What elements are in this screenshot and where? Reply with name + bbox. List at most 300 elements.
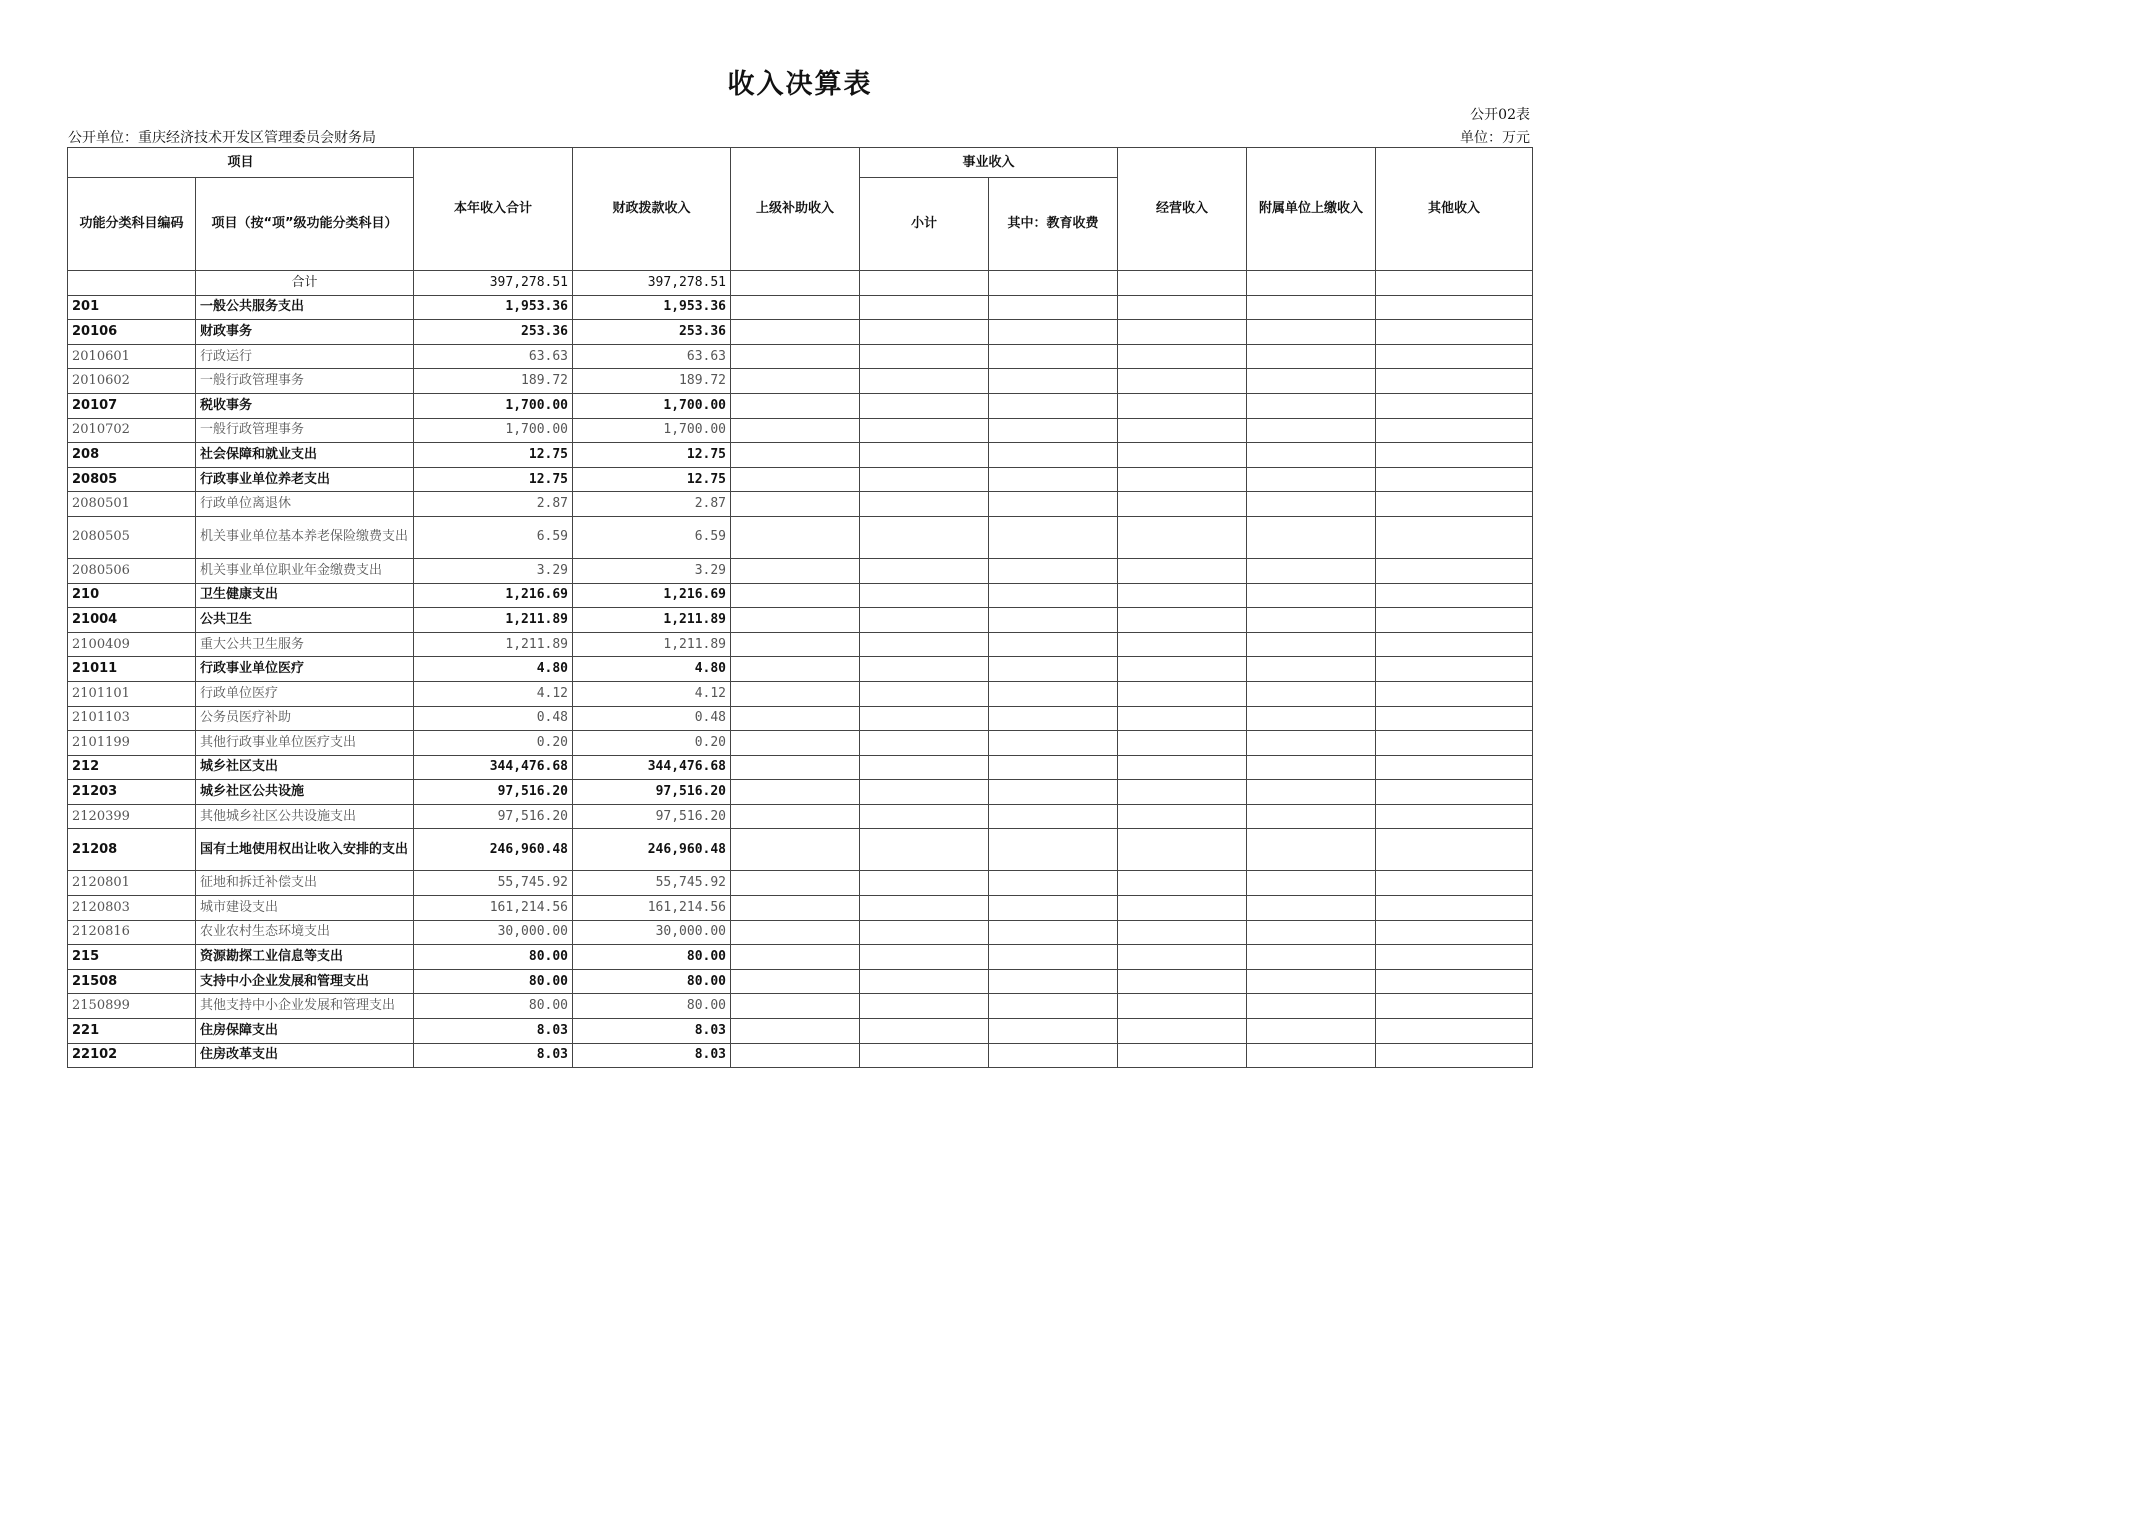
table-row — [68, 344, 1533, 369]
row-fiscal-income: 4.12 — [573, 681, 731, 706]
row-edu-fees — [989, 657, 1118, 682]
row-edu-fees — [989, 829, 1118, 871]
table-row — [68, 467, 1533, 492]
row-name: 资源勘探工业信息等支出 — [196, 945, 414, 970]
row-business-subtotal — [860, 608, 989, 633]
row-other — [1376, 755, 1533, 780]
row-business-subtotal — [860, 492, 989, 517]
row-total-income: 2.87 — [414, 492, 573, 517]
row-fiscal-income: 3.29 — [573, 558, 731, 583]
row-name: 一般行政管理事务 — [196, 369, 414, 394]
row-business-subtotal — [860, 994, 989, 1019]
row-affiliated — [1247, 295, 1376, 320]
row-code: 221 — [68, 1019, 196, 1044]
table-row — [68, 755, 1533, 780]
row-affiliated — [1247, 945, 1376, 970]
row-superior — [731, 920, 860, 945]
row-business-subtotal — [860, 945, 989, 970]
row-superior — [731, 295, 860, 320]
row-total-income: 8.03 — [414, 1043, 573, 1068]
row-affiliated — [1247, 829, 1376, 871]
row-other — [1376, 681, 1533, 706]
row-name: 其他行政事业单位医疗支出 — [196, 731, 414, 756]
row-operating — [1118, 320, 1247, 345]
row-affiliated — [1247, 632, 1376, 657]
row-total-income: 0.48 — [414, 706, 573, 731]
row-code: 2120399 — [68, 804, 196, 829]
row-total-income: 6.59 — [414, 516, 573, 558]
row-edu-fees — [989, 608, 1118, 633]
row-code: 2010601 — [68, 344, 196, 369]
table-row — [68, 271, 1533, 296]
table-row — [68, 706, 1533, 731]
row-name: 住房改革支出 — [196, 1043, 414, 1068]
row-name: 城市建设支出 — [196, 896, 414, 921]
header-subtotal: 小计 — [860, 178, 989, 271]
table-row — [68, 443, 1533, 468]
row-edu-fees — [989, 969, 1118, 994]
row-edu-fees — [989, 780, 1118, 805]
row-other — [1376, 1043, 1533, 1068]
row-operating — [1118, 344, 1247, 369]
row-superior — [731, 467, 860, 492]
row-operating — [1118, 467, 1247, 492]
table-row — [68, 583, 1533, 608]
row-edu-fees — [989, 320, 1118, 345]
row-code: 2080505 — [68, 516, 196, 558]
row-total-income: 0.20 — [414, 731, 573, 756]
row-affiliated — [1247, 706, 1376, 731]
row-fiscal-income: 55,745.92 — [573, 871, 731, 896]
row-other — [1376, 920, 1533, 945]
row-edu-fees — [989, 945, 1118, 970]
row-code: 212 — [68, 755, 196, 780]
row-business-subtotal — [860, 295, 989, 320]
row-superior — [731, 492, 860, 517]
row-fiscal-income: 1,216.69 — [573, 583, 731, 608]
row-total-income: 161,214.56 — [414, 896, 573, 921]
row-operating — [1118, 1019, 1247, 1044]
row-fiscal-income: 189.72 — [573, 369, 731, 394]
row-superior — [731, 896, 860, 921]
row-operating — [1118, 271, 1247, 296]
table-row — [68, 369, 1533, 394]
row-other — [1376, 558, 1533, 583]
row-superior — [731, 418, 860, 443]
row-operating — [1118, 657, 1247, 682]
row-code: 2150899 — [68, 994, 196, 1019]
row-code: 2010602 — [68, 369, 196, 394]
row-fiscal-income: 6.59 — [573, 516, 731, 558]
row-business-subtotal — [860, 896, 989, 921]
row-affiliated — [1247, 418, 1376, 443]
table-row — [68, 516, 1533, 558]
row-fiscal-income: 0.48 — [573, 706, 731, 731]
row-other — [1376, 271, 1533, 296]
row-operating — [1118, 418, 1247, 443]
row-name: 农业农村生态环境支出 — [196, 920, 414, 945]
row-fiscal-income: 12.75 — [573, 443, 731, 468]
header-other: 其他收入 — [1376, 148, 1533, 271]
row-fiscal-income: 97,516.20 — [573, 780, 731, 805]
row-total-income: 1,216.69 — [414, 583, 573, 608]
row-fiscal-income: 344,476.68 — [573, 755, 731, 780]
row-total-income: 97,516.20 — [414, 804, 573, 829]
row-total-income: 30,000.00 — [414, 920, 573, 945]
row-other — [1376, 295, 1533, 320]
row-other — [1376, 731, 1533, 756]
row-affiliated — [1247, 994, 1376, 1019]
row-name: 支持中小企业发展和管理支出 — [196, 969, 414, 994]
row-edu-fees — [989, 706, 1118, 731]
row-code: 210 — [68, 583, 196, 608]
row-total-income: 97,516.20 — [414, 780, 573, 805]
row-name: 财政事务 — [196, 320, 414, 345]
row-other — [1376, 443, 1533, 468]
row-other — [1376, 344, 1533, 369]
row-fiscal-income: 1,211.89 — [573, 608, 731, 633]
row-name: 其他支持中小企业发展和管理支出 — [196, 994, 414, 1019]
row-operating — [1118, 731, 1247, 756]
row-name: 行政运行 — [196, 344, 414, 369]
table-row — [68, 320, 1533, 345]
row-edu-fees — [989, 369, 1118, 394]
row-total-income: 246,960.48 — [414, 829, 573, 871]
row-name: 住房保障支出 — [196, 1019, 414, 1044]
row-affiliated — [1247, 969, 1376, 994]
row-code: 21011 — [68, 657, 196, 682]
income-table — [67, 147, 1533, 1068]
row-operating — [1118, 583, 1247, 608]
row-operating — [1118, 994, 1247, 1019]
row-code: 21208 — [68, 829, 196, 871]
table-row — [68, 804, 1533, 829]
row-name: 一般公共服务支出 — [196, 295, 414, 320]
row-fiscal-income: 1,700.00 — [573, 418, 731, 443]
row-code: 201 — [68, 295, 196, 320]
row-superior — [731, 393, 860, 418]
row-code: 2080501 — [68, 492, 196, 517]
row-fiscal-income: 80.00 — [573, 994, 731, 1019]
row-code: 2120816 — [68, 920, 196, 945]
row-operating — [1118, 1043, 1247, 1068]
row-code: 20805 — [68, 467, 196, 492]
table-row — [68, 969, 1533, 994]
row-name: 卫生健康支出 — [196, 583, 414, 608]
row-superior — [731, 558, 860, 583]
row-business-subtotal — [860, 271, 989, 296]
row-fiscal-income: 1,211.89 — [573, 632, 731, 657]
row-code: 21004 — [68, 608, 196, 633]
row-business-subtotal — [860, 706, 989, 731]
row-name: 城乡社区支出 — [196, 755, 414, 780]
row-operating — [1118, 632, 1247, 657]
row-name: 税收事务 — [196, 393, 414, 418]
row-business-subtotal — [860, 1043, 989, 1068]
row-name: 合计 — [196, 271, 414, 296]
row-fiscal-income: 8.03 — [573, 1019, 731, 1044]
row-code: 21508 — [68, 969, 196, 994]
row-total-income: 1,211.89 — [414, 632, 573, 657]
row-other — [1376, 320, 1533, 345]
row-total-income: 8.03 — [414, 1019, 573, 1044]
row-business-subtotal — [860, 829, 989, 871]
row-operating — [1118, 443, 1247, 468]
row-total-income: 1,700.00 — [414, 393, 573, 418]
row-other — [1376, 516, 1533, 558]
row-other — [1376, 632, 1533, 657]
row-edu-fees — [989, 1019, 1118, 1044]
row-business-subtotal — [860, 731, 989, 756]
row-operating — [1118, 369, 1247, 394]
row-fiscal-income: 97,516.20 — [573, 804, 731, 829]
row-affiliated — [1247, 467, 1376, 492]
currency-unit: 单位：万元 — [1460, 130, 1530, 146]
row-affiliated — [1247, 731, 1376, 756]
row-name: 公共卫生 — [196, 608, 414, 633]
row-affiliated — [1247, 681, 1376, 706]
row-total-income: 1,211.89 — [414, 608, 573, 633]
row-operating — [1118, 492, 1247, 517]
row-code: 2101101 — [68, 681, 196, 706]
row-other — [1376, 583, 1533, 608]
row-edu-fees — [989, 871, 1118, 896]
row-superior — [731, 969, 860, 994]
row-other — [1376, 945, 1533, 970]
row-affiliated — [1247, 320, 1376, 345]
form-number: 公开02表 — [1470, 107, 1530, 123]
row-code: 22102 — [68, 1043, 196, 1068]
table-row — [68, 657, 1533, 682]
header-superior: 上级补助收入 — [731, 148, 860, 271]
row-operating — [1118, 558, 1247, 583]
row-total-income: 1,953.36 — [414, 295, 573, 320]
row-business-subtotal — [860, 467, 989, 492]
row-operating — [1118, 780, 1247, 805]
row-code — [68, 271, 196, 296]
table-row — [68, 418, 1533, 443]
row-edu-fees — [989, 731, 1118, 756]
row-other — [1376, 829, 1533, 871]
row-edu-fees — [989, 418, 1118, 443]
row-affiliated — [1247, 271, 1376, 296]
row-affiliated — [1247, 558, 1376, 583]
row-business-subtotal — [860, 657, 989, 682]
row-affiliated — [1247, 1043, 1376, 1068]
row-edu-fees — [989, 896, 1118, 921]
row-other — [1376, 492, 1533, 517]
row-fiscal-income: 63.63 — [573, 344, 731, 369]
row-operating — [1118, 896, 1247, 921]
row-total-income: 55,745.92 — [414, 871, 573, 896]
row-other — [1376, 418, 1533, 443]
row-total-income: 80.00 — [414, 969, 573, 994]
row-other — [1376, 1019, 1533, 1044]
row-edu-fees — [989, 344, 1118, 369]
row-fiscal-income: 1,700.00 — [573, 393, 731, 418]
row-code: 2120801 — [68, 871, 196, 896]
row-operating — [1118, 945, 1247, 970]
table-row — [68, 295, 1533, 320]
row-business-subtotal — [860, 516, 989, 558]
header-project: 项目 — [68, 148, 414, 178]
row-total-income: 253.36 — [414, 320, 573, 345]
row-name: 行政单位医疗 — [196, 681, 414, 706]
row-total-income: 80.00 — [414, 945, 573, 970]
row-business-subtotal — [860, 920, 989, 945]
row-superior — [731, 583, 860, 608]
row-superior — [731, 443, 860, 468]
row-total-income: 397,278.51 — [414, 271, 573, 296]
row-name: 其他城乡社区公共设施支出 — [196, 804, 414, 829]
row-affiliated — [1247, 804, 1376, 829]
row-total-income: 3.29 — [414, 558, 573, 583]
row-edu-fees — [989, 295, 1118, 320]
row-edu-fees — [989, 681, 1118, 706]
row-superior — [731, 829, 860, 871]
row-total-income: 189.72 — [414, 369, 573, 394]
row-fiscal-income: 30,000.00 — [573, 920, 731, 945]
row-fiscal-income: 2.87 — [573, 492, 731, 517]
row-fiscal-income: 80.00 — [573, 969, 731, 994]
row-operating — [1118, 608, 1247, 633]
row-affiliated — [1247, 657, 1376, 682]
row-name: 行政事业单位养老支出 — [196, 467, 414, 492]
row-edu-fees — [989, 920, 1118, 945]
table-row — [68, 393, 1533, 418]
row-operating — [1118, 393, 1247, 418]
row-name: 重大公共卫生服务 — [196, 632, 414, 657]
row-operating — [1118, 755, 1247, 780]
row-operating — [1118, 681, 1247, 706]
header-affiliated: 附属单位上缴收入 — [1247, 148, 1376, 271]
row-affiliated — [1247, 1019, 1376, 1044]
row-total-income: 80.00 — [414, 994, 573, 1019]
table-row — [68, 896, 1533, 921]
row-other — [1376, 871, 1533, 896]
row-operating — [1118, 920, 1247, 945]
row-edu-fees — [989, 558, 1118, 583]
row-code: 2100409 — [68, 632, 196, 657]
row-name: 机关事业单位基本养老保险缴费支出 — [196, 516, 414, 558]
row-affiliated — [1247, 755, 1376, 780]
header-fiscal: 财政拨款收入 — [573, 148, 731, 271]
row-edu-fees — [989, 583, 1118, 608]
table-row — [68, 492, 1533, 517]
row-other — [1376, 657, 1533, 682]
row-superior — [731, 344, 860, 369]
row-operating — [1118, 516, 1247, 558]
row-edu-fees — [989, 467, 1118, 492]
table-row — [68, 681, 1533, 706]
header-func-code: 功能分类科目编码 — [68, 178, 196, 271]
row-operating — [1118, 829, 1247, 871]
row-fiscal-income: 397,278.51 — [573, 271, 731, 296]
row-edu-fees — [989, 271, 1118, 296]
row-business-subtotal — [860, 681, 989, 706]
row-fiscal-income: 8.03 — [573, 1043, 731, 1068]
row-other — [1376, 706, 1533, 731]
row-code: 2010702 — [68, 418, 196, 443]
row-business-subtotal — [860, 393, 989, 418]
row-affiliated — [1247, 608, 1376, 633]
row-superior — [731, 871, 860, 896]
row-affiliated — [1247, 871, 1376, 896]
table-row — [68, 920, 1533, 945]
row-operating — [1118, 871, 1247, 896]
row-code: 215 — [68, 945, 196, 970]
row-affiliated — [1247, 516, 1376, 558]
row-other — [1376, 393, 1533, 418]
row-name: 国有土地使用权出让收入安排的支出 — [196, 829, 414, 871]
row-superior — [731, 804, 860, 829]
row-operating — [1118, 804, 1247, 829]
row-edu-fees — [989, 516, 1118, 558]
header-business: 事业收入 — [860, 148, 1118, 178]
row-business-subtotal — [860, 558, 989, 583]
row-code: 21203 — [68, 780, 196, 805]
row-fiscal-income: 80.00 — [573, 945, 731, 970]
row-total-income: 12.75 — [414, 467, 573, 492]
row-fiscal-income: 161,214.56 — [573, 896, 731, 921]
row-business-subtotal — [860, 804, 989, 829]
reporting-unit: 公开单位：重庆经济技术开发区管理委员会财务局 — [68, 130, 376, 146]
row-affiliated — [1247, 369, 1376, 394]
row-affiliated — [1247, 583, 1376, 608]
row-superior — [731, 780, 860, 805]
row-other — [1376, 369, 1533, 394]
row-affiliated — [1247, 780, 1376, 805]
header-total-income: 本年收入合计 — [414, 148, 573, 271]
row-edu-fees — [989, 492, 1118, 517]
row-total-income: 63.63 — [414, 344, 573, 369]
row-edu-fees — [989, 755, 1118, 780]
table-body — [68, 271, 1533, 1068]
row-fiscal-income: 0.20 — [573, 731, 731, 756]
table-row — [68, 1019, 1533, 1044]
row-code: 20107 — [68, 393, 196, 418]
row-business-subtotal — [860, 755, 989, 780]
row-superior — [731, 945, 860, 970]
row-name: 公务员医疗补助 — [196, 706, 414, 731]
row-superior — [731, 706, 860, 731]
table-row — [68, 780, 1533, 805]
row-fiscal-income: 12.75 — [573, 467, 731, 492]
row-fiscal-income: 253.36 — [573, 320, 731, 345]
row-superior — [731, 731, 860, 756]
row-affiliated — [1247, 443, 1376, 468]
table-row — [68, 632, 1533, 657]
row-business-subtotal — [860, 632, 989, 657]
row-edu-fees — [989, 1043, 1118, 1068]
row-name: 城乡社区公共设施 — [196, 780, 414, 805]
row-name: 一般行政管理事务 — [196, 418, 414, 443]
row-business-subtotal — [860, 583, 989, 608]
row-other — [1376, 896, 1533, 921]
row-other — [1376, 969, 1533, 994]
row-other — [1376, 608, 1533, 633]
row-other — [1376, 994, 1533, 1019]
header-edu-fees: 其中：教育收费 — [989, 178, 1118, 271]
row-business-subtotal — [860, 871, 989, 896]
row-business-subtotal — [860, 443, 989, 468]
row-business-subtotal — [860, 344, 989, 369]
row-edu-fees — [989, 632, 1118, 657]
row-edu-fees — [989, 804, 1118, 829]
row-name: 社会保障和就业支出 — [196, 443, 414, 468]
row-total-income: 12.75 — [414, 443, 573, 468]
row-superior — [731, 1019, 860, 1044]
